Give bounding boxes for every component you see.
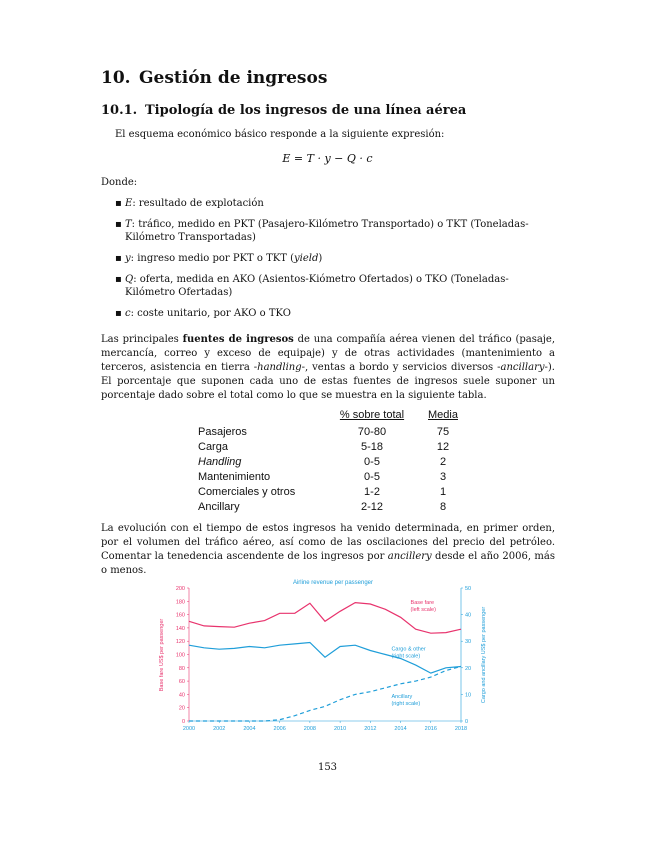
revenue-sources-paragraph	[101, 333, 555, 403]
table-cell: 0-5	[364, 455, 380, 468]
left-tick-label: 100	[175, 652, 185, 659]
header-cell: Media	[428, 409, 458, 421]
x-tick-label: 2018	[454, 726, 468, 732]
right-tick-label: 40	[465, 612, 472, 619]
section-number: 10.	[101, 68, 131, 88]
right-tick-label: 10	[465, 692, 472, 699]
x-tick-label: 2016	[424, 726, 437, 732]
table-row	[198, 454, 472, 469]
x-tick-label: 2012	[364, 726, 377, 732]
table-cell: 5-18	[360, 440, 384, 453]
table-cell: Comerciales y otros	[198, 485, 296, 498]
x-tick-label: 2002	[213, 726, 226, 732]
closing-paren: )	[318, 253, 323, 264]
table-cell: 12	[436, 440, 450, 453]
definition-text: : tráfico, medido en PKT (Pasajero-Kilómetro Transportado) o TKT (Toneladas-Kilómetro Transportadas)	[125, 219, 529, 243]
text-run: -, ventas a bordo y servicios diversos -	[301, 362, 501, 373]
left-tick-label: 200	[175, 586, 185, 592]
list-item	[115, 252, 555, 265]
table-row	[198, 439, 472, 454]
series-label-scale: (right scale)	[391, 700, 421, 707]
definition-text: : coste unitario, por AKO o TKO	[130, 308, 291, 319]
yield-term: yield	[294, 253, 319, 264]
table-cell: 2-12	[360, 500, 384, 513]
list-item	[115, 273, 555, 299]
list-item	[115, 218, 555, 244]
x-tick-label: 2006	[273, 726, 286, 732]
text-run: Las principales	[101, 334, 183, 345]
definitions-list	[115, 197, 555, 328]
definition-text: : ingreso medio por PKT o TKT (	[130, 253, 294, 264]
series-label: Cargo & other	[391, 646, 426, 653]
list-item	[115, 307, 555, 320]
symbol-e: E	[125, 198, 133, 209]
right-tick-label: 30	[465, 639, 472, 646]
table-cell: 3	[439, 470, 447, 483]
series-label-scale: (left scale)	[410, 607, 436, 613]
series-label-scale: (right scale)	[391, 653, 421, 660]
airline-revenue-chart	[155, 575, 500, 740]
definition-text: : oferta, medida en AKO (Asientos-Kiómetro Ofertados) o TKO (Toneladas-Kilómetro Ofertadas)	[125, 274, 509, 298]
left-tick-label: 180	[175, 599, 185, 606]
header-cell	[198, 409, 330, 424]
table-cell: 8	[439, 500, 447, 513]
definition-text: : resultado de explotación	[132, 198, 264, 209]
table-cell: 2	[439, 455, 447, 468]
table-cell: 70-80	[357, 425, 387, 438]
left-tick-label: 60	[178, 679, 185, 686]
chart-title: Airline revenue per passenger	[292, 580, 374, 586]
table-row	[198, 484, 472, 499]
series-line-ancillary	[189, 667, 461, 722]
table-cell: 0-5	[364, 470, 380, 483]
table-header-row	[198, 409, 472, 424]
left-tick-label: 80	[178, 665, 185, 672]
right-tick-label: 0	[465, 719, 469, 725]
page-number: 153	[317, 762, 338, 773]
table-cell: Carga	[198, 440, 228, 453]
evolution-paragraph	[101, 522, 555, 578]
y-axis-left-label: Base fare US$ per passenger	[159, 618, 165, 692]
table-row	[198, 424, 472, 439]
symbol-c: c	[125, 308, 131, 319]
intro-paragraph: El esquema económico básico responde a la siguiente expresión:	[115, 129, 445, 140]
text-run: La evolución con el tiempo de estos ingresos ha venido determinada, en primer orden, por el volumen del tráfico aéreo, así como de las oscilaciones del precio del petróleo. Comentar la tenedencia ascendente de los ingresos por	[101, 523, 555, 562]
x-tick-label: 2014	[394, 726, 407, 732]
section-heading	[101, 68, 327, 88]
subsection-heading	[101, 103, 466, 118]
table-cell: 75	[436, 425, 450, 438]
text-run: desde el año 2006, más o menos.	[101, 551, 555, 576]
bold-term: fuentes de ingresos	[182, 334, 294, 345]
x-tick-label: 2000	[182, 726, 196, 732]
right-tick-label: 20	[465, 665, 472, 672]
text-run: -). El porcentaje que suponen cada uno de estas fuentes de ingresos suele suponer un porcentaje dado sobre el total como lo que se muestra en la siguiente tabla.	[101, 362, 555, 401]
x-tick-label: 2004	[243, 726, 256, 732]
subsection-title: Tipología de los ingresos de una línea aérea	[145, 103, 467, 118]
italic-term: handling	[257, 362, 302, 373]
italic-term: ancillary	[500, 362, 545, 373]
table-cell: 1	[439, 485, 447, 498]
table-row	[198, 469, 472, 484]
left-tick-label: 0	[181, 719, 185, 725]
symbol-y: y	[125, 253, 131, 264]
subsection-number: 10.1.	[101, 103, 138, 118]
series-label: Base fare	[410, 600, 435, 606]
main-equation: E = T · y − Q · c	[282, 152, 373, 165]
section-title: Gestión de ingresos	[139, 68, 328, 88]
y-axis-right-label: Cargo and ancillary US$ per passenger	[481, 606, 487, 704]
series-label: Ancillary	[391, 693, 413, 700]
left-tick-label: 140	[175, 625, 185, 632]
symbol-t: T	[125, 219, 132, 230]
x-tick-label: 2008	[303, 726, 317, 732]
left-tick-label: 20	[178, 705, 185, 712]
header-cell: % sobre total	[339, 409, 405, 421]
left-tick-label: 40	[178, 692, 185, 699]
left-tick-label: 160	[175, 612, 185, 619]
table-cell: Mantenimiento	[198, 470, 271, 483]
x-tick-label: 2010	[333, 726, 347, 732]
donde-label: Donde:	[101, 177, 138, 188]
right-tick-label: 50	[465, 586, 472, 592]
table-cell: Ancillary	[198, 500, 240, 513]
table-row	[198, 499, 472, 514]
left-tick-label: 120	[175, 639, 185, 646]
revenue-share-table	[198, 409, 472, 514]
italic-term: ancillery	[387, 551, 432, 562]
table-cell: 1-2	[364, 485, 380, 498]
table-cell: Handling	[198, 455, 242, 468]
symbol-q: Q	[125, 274, 134, 285]
table-cell: Pasajeros	[198, 425, 247, 438]
text-run: de una compañía aérea vienen del tráfico (pasaje, mercancía, correo y exceso de equipaje) y de otras actividades (mantenimiento a terceros, asistencia en tierra -	[101, 334, 555, 373]
list-item	[115, 197, 555, 210]
